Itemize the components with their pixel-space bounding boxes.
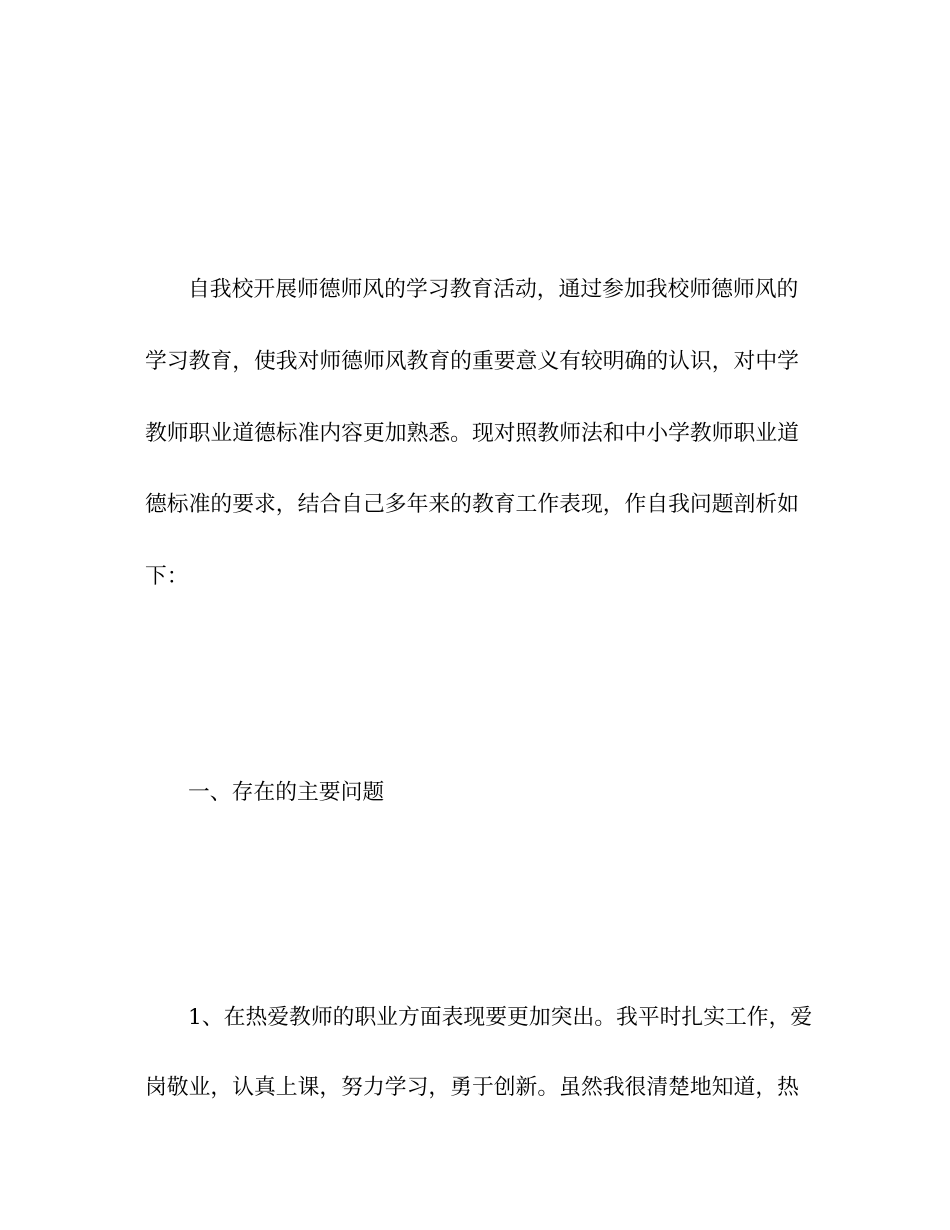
text-line: 下： — [145, 564, 189, 589]
text-line: 自我校开展师德师风的学习教育活动，通过参加我校师德师风的 — [188, 277, 799, 302]
text-line: 1、在热爱教师的职业方面表现要更加突出。我平时扎实工作，爱 — [188, 1005, 813, 1030]
text-line: 学习教育，使我对师德师风教育的重要意义有较明确的认识，对中学 — [145, 349, 799, 374]
text-line: 岗敬业，认真上课，努力学习，勇于创新。虽然我很清楚地知道，热 — [145, 1075, 799, 1100]
text-line: 德标准的要求，结合自己多年来的教育工作表现，作自我问题剖析如 — [145, 492, 799, 517]
section-heading: 一、存在的主要问题 — [188, 780, 385, 805]
text-line: 教师职业道德标准内容更加熟悉。现对照教师法和中小学教师职业道 — [145, 421, 799, 446]
